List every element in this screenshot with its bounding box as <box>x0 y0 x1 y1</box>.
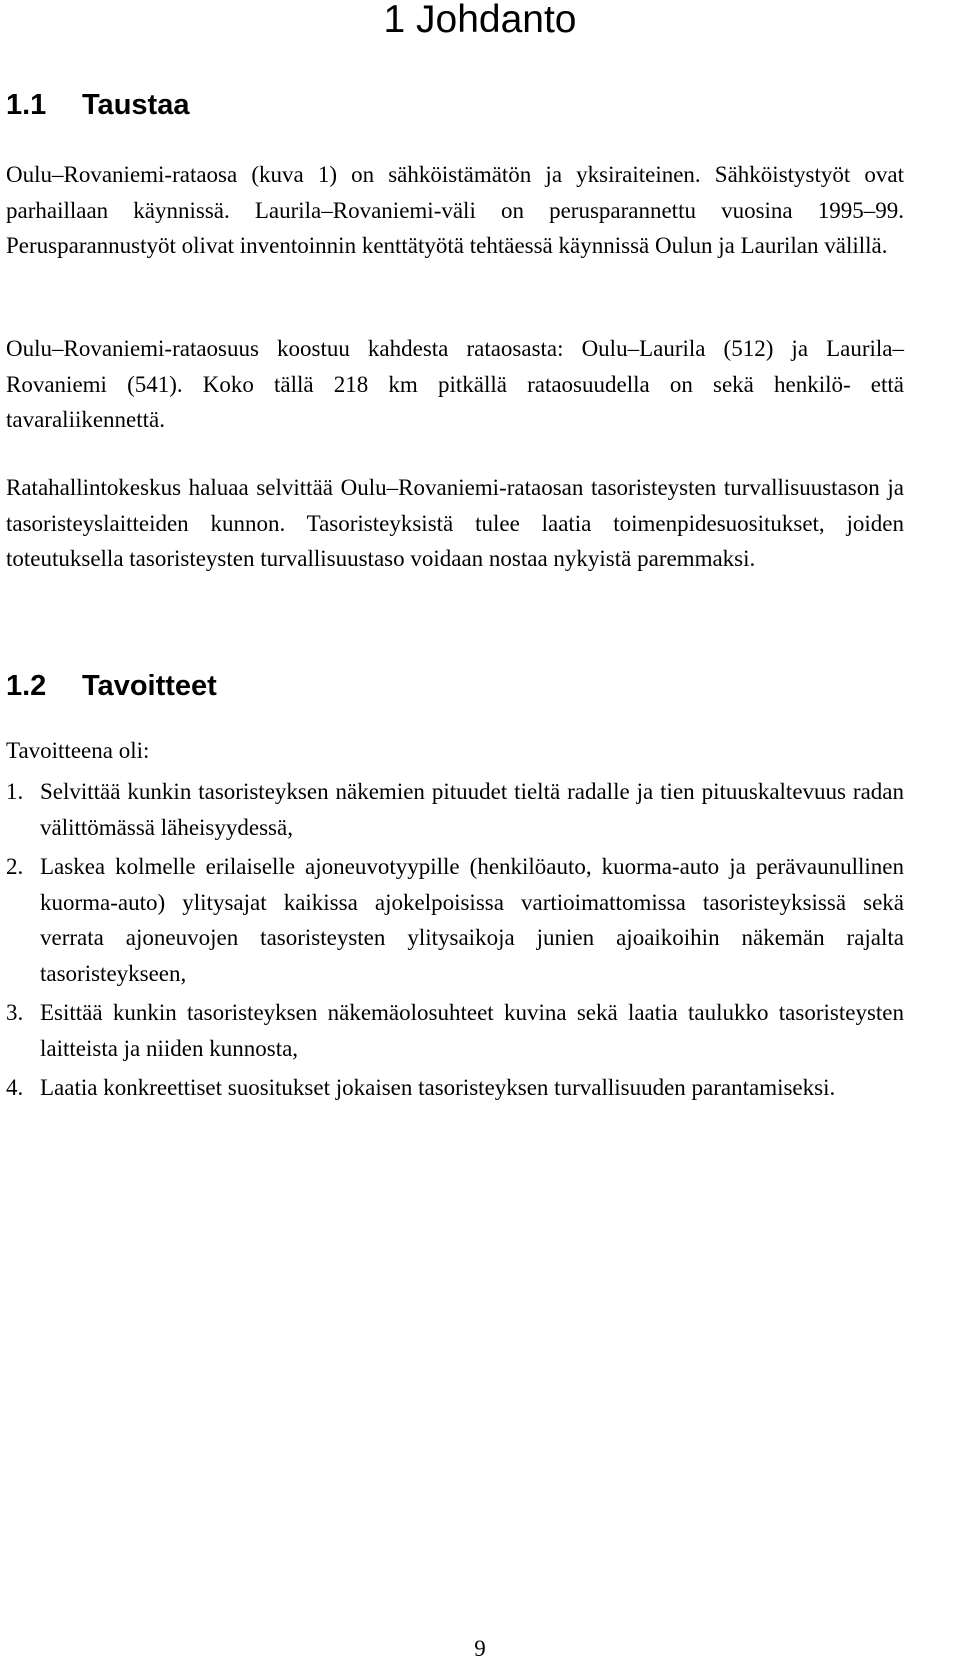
list-item <box>6 995 904 1066</box>
section-heading-tavoitteet <box>6 669 217 703</box>
objectives-list <box>6 774 904 1110</box>
list-item <box>6 774 904 845</box>
paragraph-background-1: Oulu–Rovaniemi-rataosa (kuva 1) on sähköistämätön ja yksiraiteinen. Sähköistystyöt ovat parhaillaan käynnissä. Laurila–Rovaniemi-väli on perusparannettu vuosina 1995–99. Perusparannustyöt olivat inventoinnin kenttätyötä tehtäessä käynnissä Oulun ja Laurilan välillä. <box>6 162 904 258</box>
objectives-lead: Tavoitteena oli: <box>6 738 150 763</box>
section-heading-taustaa <box>6 88 189 122</box>
list-marker: 2. <box>6 854 24 879</box>
page-number: 9 <box>474 1636 486 1661</box>
list-item-text: Laatia konkreettiset suositukset jokaisen tasoristeyksen turvallisuuden parantamiseksi. <box>40 1075 836 1100</box>
list-item-text: Laskea kolmelle erilaiselle ajoneuvotyypille (henkilöauto, kuorma-auto ja perävaunullinen kuorma-auto) ylitysajat kaikissa ajokelpoisissa vartioimattomissa tasoristeyksissä sekä verrata ajoneuvojen tasoristeysten ylitysaikoja junien ajoaikoihin näkemän rajalta tasoristeykseen, <box>40 854 904 986</box>
list-marker: 4. <box>6 1075 24 1100</box>
section-number: 1.2 <box>6 670 47 702</box>
list-item-text: Selvittää kunkin tasoristeyksen näkemien pituudet tieltä radalle ja tien pituuskaltevuus radan välittömässä läheisyydessä, <box>40 779 904 840</box>
paragraph-background-3: Ratahallintokeskus haluaa selvittää Oulu–Rovaniemi-rataosan tasoristeysten turvallisuustason ja tasoristeyslaitteiden kunnon. Tasoristeyksistä tulee laatia toimenpidesuositukset, joiden toteutuksella tasoristeysten turvallisuustaso voidaan nostaa nykyistä paremmaksi. <box>6 475 904 571</box>
section-title-text: Taustaa <box>82 89 190 121</box>
list-item <box>6 849 904 991</box>
list-item <box>6 1070 904 1106</box>
section-number: 1.1 <box>6 89 47 121</box>
list-marker: 1. <box>6 779 24 804</box>
chapter-title: 1 Johdanto <box>383 0 577 41</box>
list-marker: 3. <box>6 1000 24 1025</box>
paragraph-background-2: Oulu–Rovaniemi-rataosuus koostuu kahdesta rataosasta: Oulu–Laurila (512) ja Laurila–Rovaniemi (541). Koko tällä 218 km pitkällä rataosuudella on sekä henkilö- että tavaraliikennettä. <box>6 336 904 432</box>
section-title-text: Tavoitteet <box>82 670 217 702</box>
list-item-text: Esittää kunkin tasoristeyksen näkemäolosuhteet kuvina sekä laatia taulukko tasoristeysten laitteista ja niiden kunnosta, <box>40 1000 904 1061</box>
